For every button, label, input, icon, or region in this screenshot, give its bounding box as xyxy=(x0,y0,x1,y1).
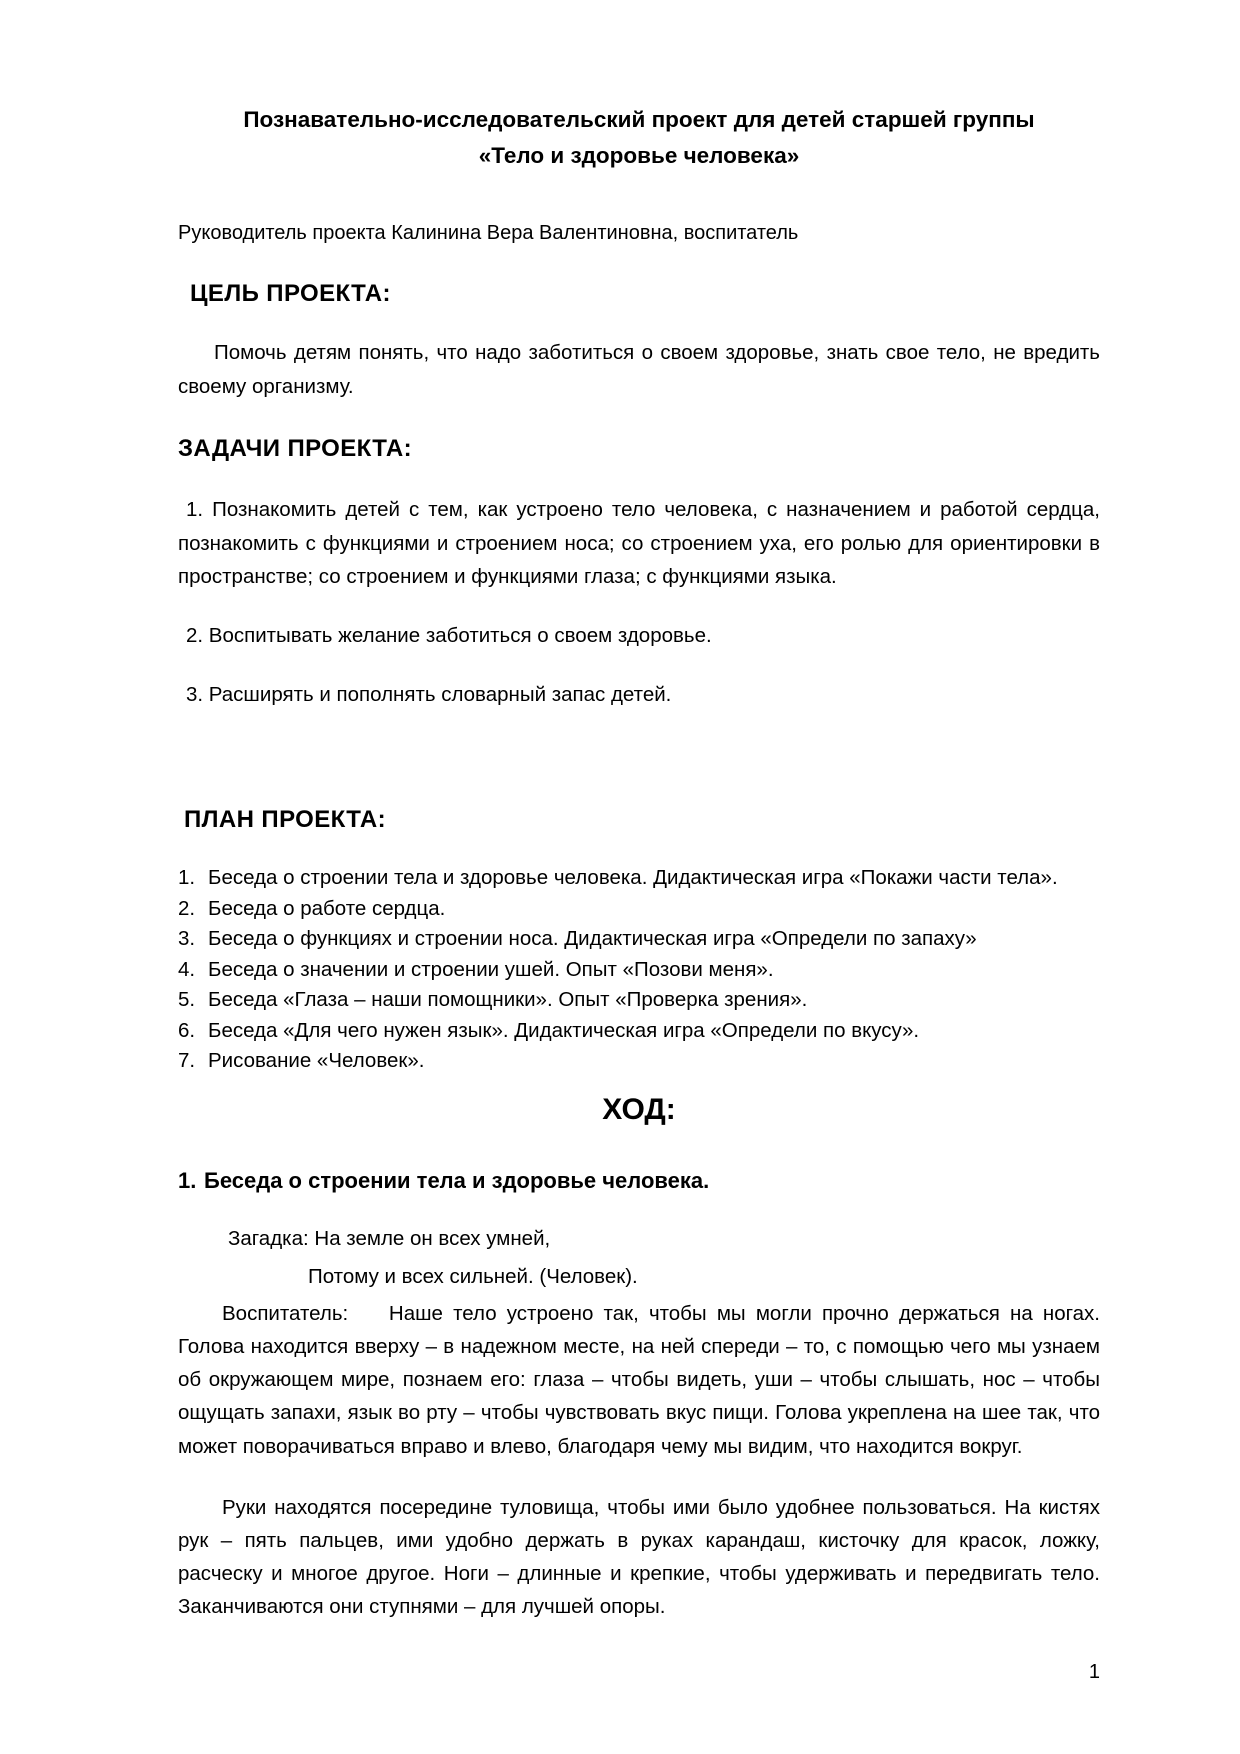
document-body xyxy=(178,96,1100,1624)
project-supervisor-byline: Руководитель проекта Калинина Вера Валентиновна, воспитатель xyxy=(178,221,799,244)
plan-list-item xyxy=(178,894,1100,925)
speech-spacer xyxy=(348,1302,389,1325)
plan-list-item xyxy=(178,955,1100,986)
title-line-secondary: «Тело и здоровье человека» xyxy=(478,143,800,169)
plan-item-number: 1. xyxy=(178,866,196,890)
goal-text: Помочь детям понять, что надо заботиться о своем здоровье, знать свое тело, не вредить своему организму. xyxy=(178,341,1100,398)
heading-tasks: ЗАДАЧИ ПРОЕКТА: xyxy=(178,434,412,462)
plan-item-number: 3. xyxy=(178,927,196,951)
hod-item-title: Беседа о строении тела и здоровье человека. xyxy=(204,1167,710,1193)
teacher-speech-paragraph xyxy=(178,1297,1100,1463)
page-number: 1 xyxy=(1088,1661,1100,1683)
heading-plan: ПЛАН ПРОЕКТА: xyxy=(184,806,386,834)
plan-item-text: Беседа о строении тела и здоровье человека. Дидактическая игра «Покажи части тела». xyxy=(208,866,1058,890)
hod-item-number: 1. xyxy=(178,1167,197,1193)
plan-item-text: Беседа о работе сердца. xyxy=(208,896,446,920)
speaker-label: Воспитатель: xyxy=(222,1301,349,1325)
plan-item-number: 7. xyxy=(178,1049,196,1073)
plan-item-number: 4. xyxy=(178,957,196,981)
plan-item-text: Беседа «Глаза – наши помощники». Опыт «Проверка зрения». xyxy=(208,988,808,1012)
task-item-2: 2. Воспитывать желание заботиться о своем здоровье. xyxy=(186,624,712,648)
plan-list-item xyxy=(178,985,1100,1016)
task-item-3: 3. Расширять и пополнять словарный запас детей. xyxy=(186,683,672,707)
heading-hod: ХОД: xyxy=(602,1092,676,1126)
hod-item-heading xyxy=(178,1166,1100,1197)
riddle-line-2: Потому и всех сильней. (Человек). xyxy=(308,1264,638,1288)
plan-item-number: 5. xyxy=(178,988,196,1012)
plan-item-text: Рисование «Человек». xyxy=(208,1049,425,1073)
plan-item-number: 2. xyxy=(178,896,196,920)
final-paragraph: Руки находятся посередине туловища, чтобы ими было удобнее пользоваться. На кистях рук – пять пальцев, ими удобно держать в руках карандаш, кисточку для красок, ложку, расческу и многое другое. Ноги – длинные и крепкие, чтобы удерживать и передвигать тело. Заканчиваются они ступнями – для лучшей опоры. xyxy=(178,1495,1100,1619)
plan-list xyxy=(178,863,1100,1077)
task-item-1: 1. Познакомить детей с тем, как устроено тело человека, с назначением и работой сердца, познакомить с функциями и строением носа; со строением уха, его ролью для ориентировки в пространстве; со строением и функциями глаза; с функциями языка. xyxy=(178,498,1100,588)
riddle-line-1: Загадка: На земле он всех умней, xyxy=(228,1227,551,1251)
speech-text: Наше тело устроено так, чтобы мы могли прочно держаться на ногах. Голова находится вверху – в надежном месте, на ней спереди – то, с помощью чего мы узнаем об окружающем мире, познаем его: глаза – чтобы видеть, уши – чтобы слышать, нос – чтобы ощущать запахи, язык во рту – чтобы чувствовать вкус пищи. Голова укреплена на шее так, что может поворачиваться вправо и влево, благодаря чему мы видим, что находится вокруг. xyxy=(178,1301,1100,1458)
document-title xyxy=(178,96,1100,175)
plan-list-item xyxy=(178,924,1100,955)
plan-list-item xyxy=(178,1046,1100,1077)
plan-item-number: 6. xyxy=(178,1018,196,1042)
plan-item-text: Беседа о функциях и строении носа. Дидактическая игра «Определи по запаху» xyxy=(208,927,977,951)
heading-goal: ЦЕЛЬ ПРОЕКТА: xyxy=(190,279,391,307)
plan-list-item xyxy=(178,1016,1100,1047)
title-line-primary: Познавательно-исследовательский проект для детей старшей группы xyxy=(243,107,1035,132)
plan-item-text: Беседа о значении и строении ушей. Опыт «Позови меня». xyxy=(208,957,774,981)
plan-list-item xyxy=(178,863,1100,894)
plan-item-text: Беседа «Для чего нужен язык». Дидактическая игра «Определи по вкусу». xyxy=(208,1018,920,1042)
